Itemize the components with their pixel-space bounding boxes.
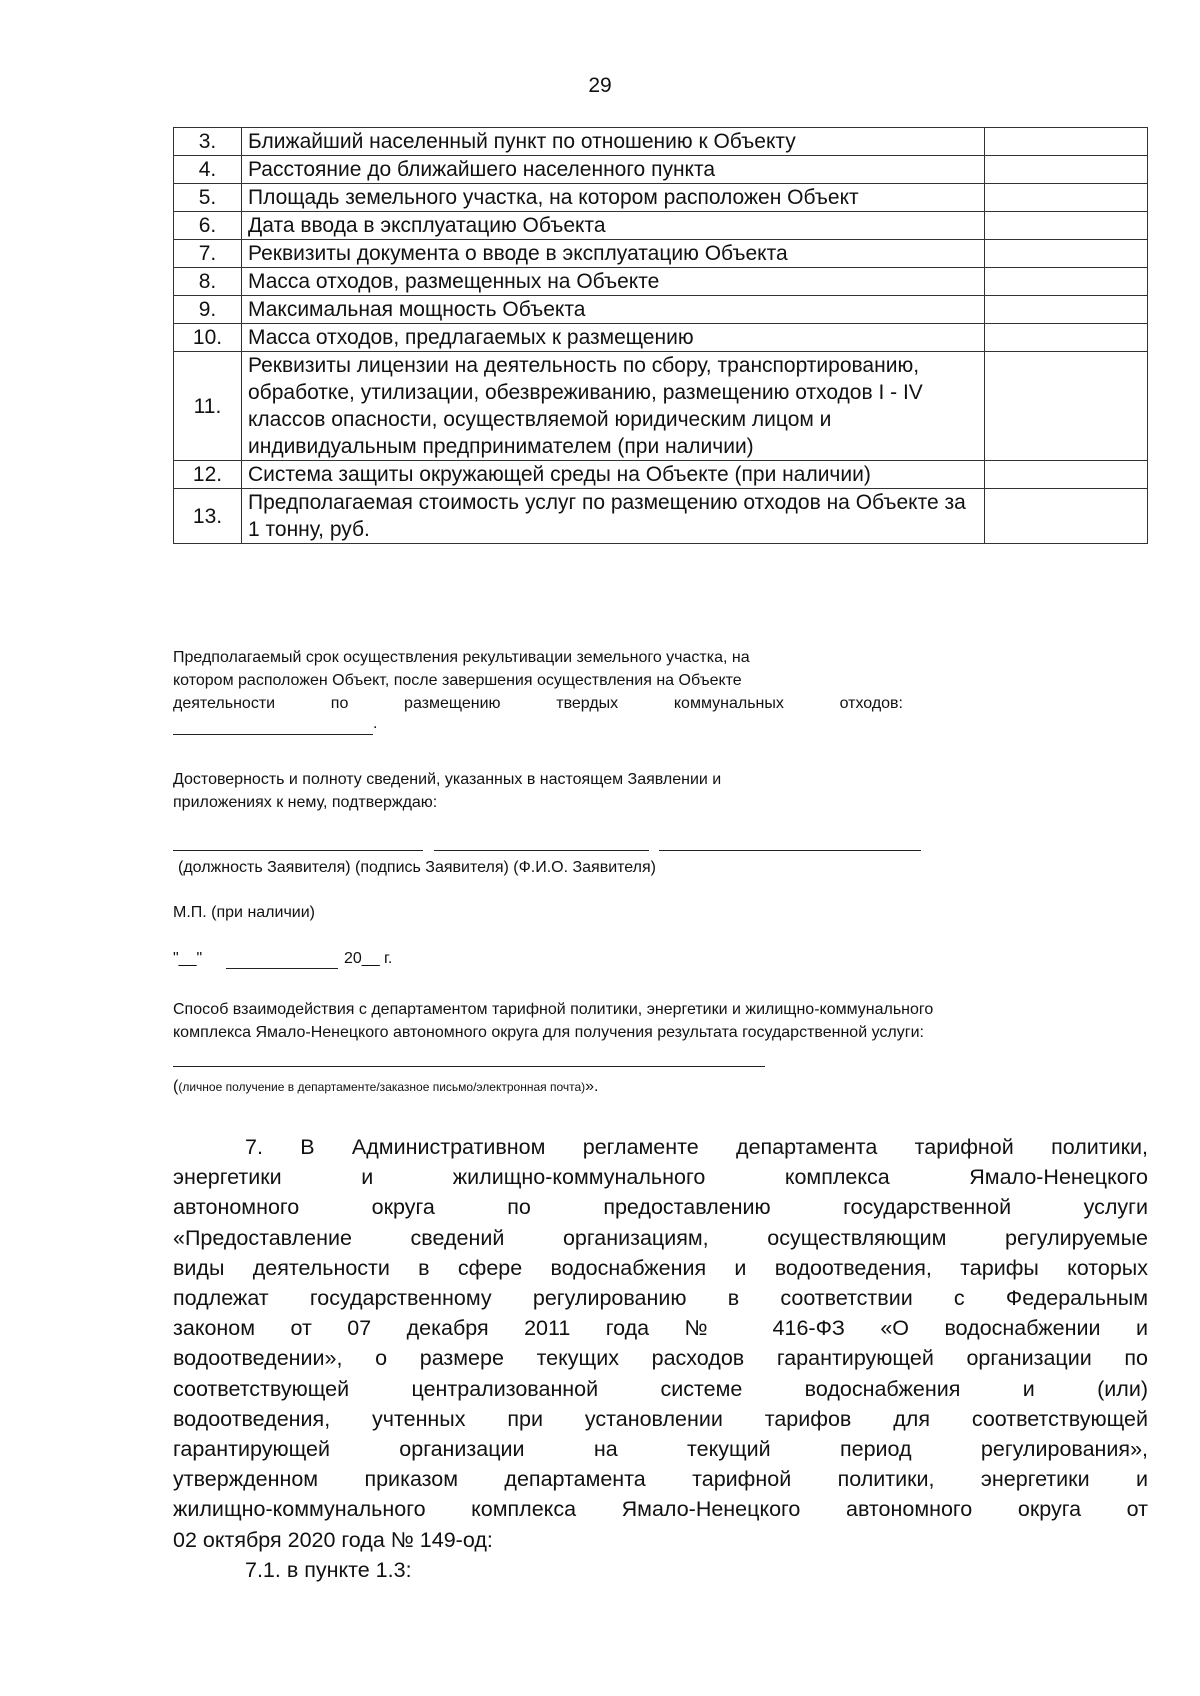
row-value-cell	[985, 324, 1148, 352]
interaction-method-blank	[173, 1066, 765, 1067]
row-description: Расстояние до ближайшего населенного пункта	[242, 156, 985, 184]
signature-caption: (должность Заявителя) (подпись Заявителя) (Ф.И.О. Заявителя)	[178, 859, 656, 876]
row-number: 9.	[174, 296, 242, 324]
table-row	[174, 296, 1148, 324]
main-paragraph	[173, 1132, 1148, 1585]
row-number: 13.	[174, 489, 242, 544]
confirmation-line: Достоверность и полноту сведений, указанных в настоящем Заявлении и	[173, 771, 722, 788]
row-number: 5.	[174, 184, 242, 212]
table-row	[174, 352, 1148, 461]
interaction-method-text	[173, 998, 1148, 1044]
table-row	[174, 240, 1148, 268]
confirmation-line: приложениях к нему, подтверждаю:	[173, 794, 438, 811]
row-description: Площадь земельного участка, на котором расположен Объект	[242, 184, 985, 212]
row-number: 7.	[174, 240, 242, 268]
date-day: "__"	[173, 950, 203, 967]
row-number: 11.	[174, 352, 242, 461]
table-row	[174, 268, 1148, 296]
body-line: «Предоставление сведений организациям, осуществляющим регулируемые	[173, 1225, 1148, 1250]
body-line: 02 октября 2020 года № 149-од:	[173, 1527, 493, 1552]
body-line: автономного округа по предоставлению государственной услуги	[173, 1195, 1148, 1220]
interaction-method-line: комплекса Ямало-Ненецкого автономного округа для получения результата государственной услуги:	[173, 1024, 924, 1041]
table-row	[174, 461, 1148, 489]
recultivation-line: котором расположен Объект, после завершения осуществления на Объекте	[173, 672, 742, 689]
row-number: 4.	[174, 156, 242, 184]
body-line: водоотведения, учтенных при установлении тарифов для соответствующей	[173, 1406, 1148, 1431]
options-text: (личное получение в департаменте/заказное письмо/электронная почта)	[178, 1080, 586, 1094]
body-line: виды деятельности в сфере водоснабжения и водоотведения, тарифы которых	[173, 1255, 1148, 1280]
row-description: Ближайший населенный пункт по отношению к Объекту	[242, 128, 985, 156]
recultivation-line: Предполагаемый срок осуществления рекультивации земельного участка, на	[173, 649, 750, 666]
recultivation-end: .	[373, 715, 378, 732]
row-value-cell	[985, 184, 1148, 212]
body-line: гарантирующей организации на текущий период регулирования»,	[173, 1437, 1148, 1462]
row-number: 8.	[174, 268, 242, 296]
table-row	[174, 128, 1148, 156]
row-description: Максимальная мощность Объекта	[242, 296, 985, 324]
options-close: ».	[585, 1078, 599, 1095]
row-number: 6.	[174, 212, 242, 240]
position-signature-line	[173, 850, 423, 851]
interaction-method-line: Способ взаимодействия с департаментом тарифной политики, энергетики и жилищно-коммунального	[173, 1001, 934, 1018]
body-line: утвержденном приказом департамента тарифной политики, энергетики и	[173, 1467, 1148, 1492]
table-row	[174, 212, 1148, 240]
body-line: 7. В Административном регламенте департамента тарифной политики,	[245, 1135, 1148, 1159]
stamp-note: М.П. (при наличии)	[173, 904, 315, 921]
row-value-cell	[985, 352, 1148, 461]
row-description: Реквизиты лицензии на деятельность по сбору, транспортированию, обработке, утилизации, обезвреживанию, размещению отходов I - IV классов опасности, осуществляемой юридическим лицом и индивидуальным предпринимателем (при наличии)	[242, 352, 985, 461]
table-row	[174, 489, 1148, 544]
body-line: энергетики и жилищно-коммунального комплекса Ямало-Ненецкого	[173, 1165, 1148, 1190]
row-description: Масса отходов, предлагаемых к размещению	[242, 324, 985, 352]
row-description: Система защиты окружающей среды на Объекте (при наличии)	[242, 461, 985, 489]
recultivation-line: деятельности по размещению твердых коммунальных отходов:	[173, 695, 903, 712]
row-value-cell	[985, 296, 1148, 324]
date-month-blank	[226, 968, 338, 969]
row-value-cell	[985, 156, 1148, 184]
subpoint-line: 7.1. в пункте 1.3:	[245, 1557, 412, 1582]
recultivation-blank	[173, 734, 373, 735]
table-row	[174, 184, 1148, 212]
body-line: законом от 07 декабря 2011 года № 416-ФЗ «О водоснабжении и	[173, 1316, 1148, 1341]
row-number: 10.	[174, 324, 242, 352]
body-line: жилищно-коммунального комплекса Ямало-Ненецкого автономного округа от	[173, 1497, 1148, 1522]
row-description: Предполагаемая стоимость услуг по размещению отходов на Объекте за 1 тонну, руб.	[242, 489, 985, 544]
signature-line	[434, 850, 649, 851]
table-row	[174, 324, 1148, 352]
requirements-table	[173, 127, 1148, 544]
body-line: водоотведении», о размере текущих расходов гарантирующей организации по	[173, 1346, 1148, 1371]
row-description: Дата ввода в эксплуатацию Объекта	[242, 212, 985, 240]
page-number: 29	[588, 74, 612, 97]
row-number: 3.	[174, 128, 242, 156]
confirmation-text	[173, 768, 721, 814]
row-value-cell	[985, 461, 1148, 489]
row-description: Масса отходов, размещенных на Объекте	[242, 268, 985, 296]
body-line: соответствующей централизованной системе водоснабжения и (или)	[173, 1376, 1148, 1401]
interaction-method-options	[173, 1075, 599, 1099]
recultivation-text	[173, 646, 903, 715]
row-number: 12.	[174, 461, 242, 489]
row-value-cell	[985, 240, 1148, 268]
date-year: 20__ г.	[344, 950, 393, 967]
options-paren: (	[173, 1078, 179, 1095]
row-value-cell	[985, 489, 1148, 544]
row-value-cell	[985, 212, 1148, 240]
body-line: подлежат государственному регулированию в соответствии с Федеральным	[173, 1286, 1148, 1311]
row-description: Реквизиты документа о вводе в эксплуатацию Объекта	[242, 240, 985, 268]
name-signature-line	[659, 850, 921, 851]
table-row	[174, 156, 1148, 184]
row-value-cell	[985, 128, 1148, 156]
row-value-cell	[985, 268, 1148, 296]
